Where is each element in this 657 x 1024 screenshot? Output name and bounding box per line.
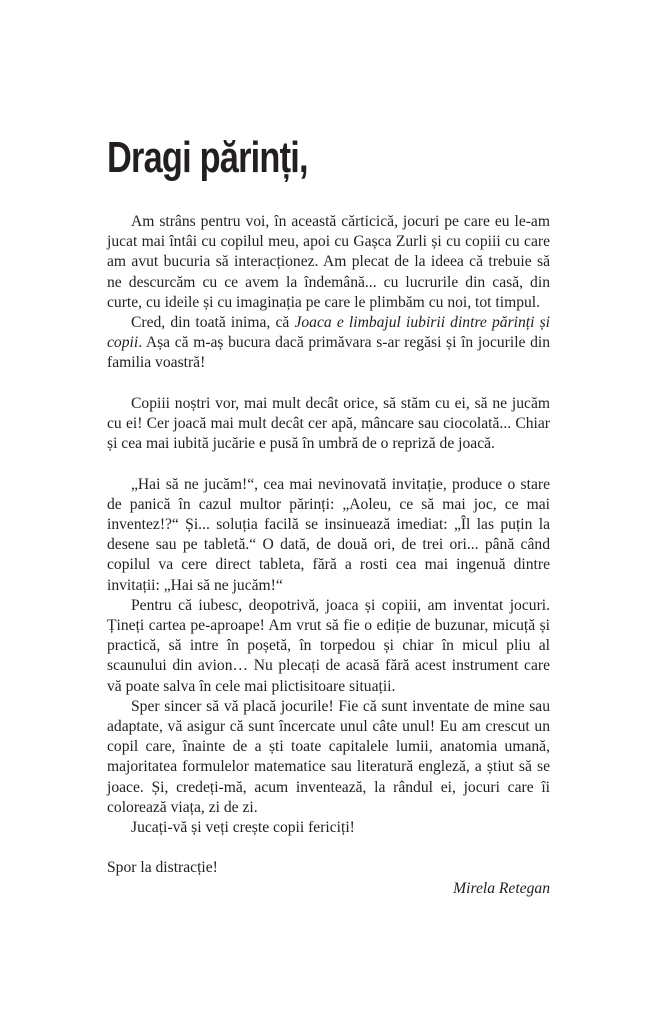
paragraph-spacer	[107, 838, 550, 858]
paragraph-play	[107, 818, 550, 838]
page-title: Dragi părinți,	[107, 133, 308, 182]
paragraph-belief	[107, 313, 550, 374]
paragraph-text: Pentru că iubesc, deopotrivă, joaca și copiii, am inventat jocuri. Țineți cartea pe-aproape! Am vrut să fie o ediție de buzunar, micuță și practică, să intre în poșetă, în torpedou și chiar în micul pliu al scaunului din avion… Nu plecați de acasă fără acest instrument care vă poate salva în cele mai plictisitoare situații.	[107, 596, 550, 695]
paragraph-text: „Hai să ne jucăm!“, cea mai nevinovată invitație, produce o stare de panică în cazul multor părinți: „Aoleu, ce să mai joc, ce mai inventez!?“ Și... soluția facilă se insinuează imediat: „Îl las puțin la desene sau pe tabletă.“ O dată, de două ori, de trei ori... până când copilul va cere direct tableta, fără a rosti cea mai ingenuă dintre invitații: „Hai să ne jucăm!“	[107, 475, 550, 594]
author-signature: Mirela Retegan	[453, 879, 550, 897]
paragraph-text: Am strâns pentru voi, în această cărticică, jocuri pe care eu le-am jucat mai întâi cu copilul meu, apoi cu Gașca Zurli și cu copiii cu care am avut bucuria să interacționez. Am plecat de la ideea că trebuie să ne descurcăm cu ce avem la îndemână... cu lucrurile din casă, din curte, cu ideile și cu imaginația pe care le plimbăm cu noi, tot timpul.	[107, 213, 550, 311]
paragraph-spacer	[107, 454, 550, 474]
emphasized-quote: Joaca e limbajul iubirii dintre părinți și copii	[107, 314, 551, 352]
closing-line: Spor la distracție!	[107, 859, 218, 877]
paragraph-spacer	[107, 374, 550, 394]
paragraph-text: Cred, din toată inima, că	[131, 314, 295, 332]
paragraph-text: Jucați-vă și veți crește copii fericiți!	[131, 819, 355, 837]
paragraph-intro	[107, 212, 550, 313]
paragraph-text: . Așa că m-aș bucura dacă primăvara s-ar regăsi și în jocurile din familia voastră!	[107, 334, 550, 372]
paragraph-invented-games	[107, 596, 550, 697]
paragraph-children	[107, 394, 550, 455]
paragraph-text: Sper sincer să vă placă jocurile! Fie că sunt inventate de mine sau adaptate, vă asigur că sunt încercate unul câte unul! Eu am crescut un copil care, înainte de a ști toate capitalele lumii, anatomia umană, majoritatea formulelor matematice sau literatură engleză, a știut să se joace. Și, credeți-mă, acum inventează, la rândul ei, jocuri care îi colorează viața, zi de zi.	[107, 697, 550, 816]
paragraph-hope	[107, 697, 550, 818]
paragraph-invitation	[107, 475, 550, 596]
letter-body	[107, 212, 550, 899]
paragraph-text: Copiii noștri vor, mai mult decât orice, să stăm cu ei, să ne jucăm cu ei! Cer joacă mai mult decât cer apă, mâncare sau ciocolată... Chiar și cea mai iubită jucărie e pusă în umbră de o repriză de joacă.	[107, 394, 550, 453]
